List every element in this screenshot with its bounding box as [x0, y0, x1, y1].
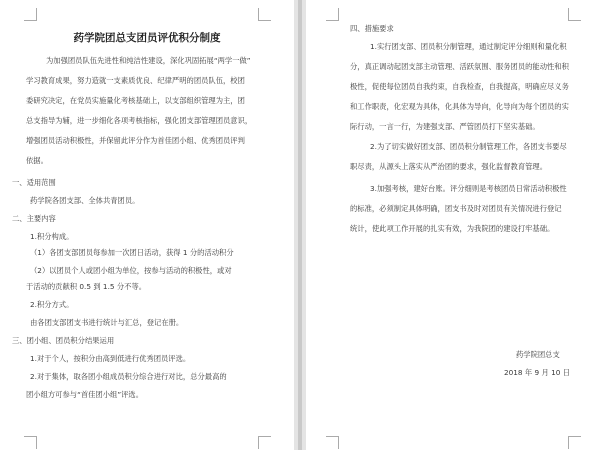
measure-line: 3.加强考核，建好台账。评分细则是考核团员日常活动积极性	[370, 184, 567, 193]
corner-mark	[258, 436, 271, 449]
page-separator-line	[298, 0, 302, 450]
measure-line: 际行动，一言一行，为建强支部、严管团员打下坚实基础。	[350, 122, 540, 131]
document-page-left	[0, 0, 294, 450]
section-heading-results: 三、团小组、团员积分结果运用	[12, 336, 115, 345]
intro-line: 增强团员活动积极性，并保留此评分作为首佳团小组、优秀团员评判	[26, 136, 245, 145]
measure-line: 统计，使此项工作开展的扎实有效，为我院团的建设打牢基础。	[350, 224, 555, 233]
document-page-right	[306, 0, 600, 450]
measure-line: 职尽责，从源头上落实从严治团的要求，强化监督教育管理。	[350, 162, 548, 171]
corner-mark	[568, 436, 581, 449]
results-item: 团小组方可参与“首佳团小组”评选。	[26, 390, 144, 399]
section-heading-content: 二、主要内容	[12, 214, 56, 223]
results-item: 1.对于个人，按积分由高到低进行优秀团员评选。	[30, 354, 191, 363]
content-item: （1）各团支部团员每参加一次团日活动，获得 1 分的活动积分	[30, 248, 234, 257]
intro-line: 总支指导为辅，进一步细化各项考核指标，强化团支部管理团员意识，	[26, 116, 253, 125]
measure-line: 和工作职责，化宏观为具体，化具体为导向，化导向为每个团员的实	[350, 102, 569, 111]
corner-mark	[326, 436, 339, 449]
content-item: 于活动的贡献积 0.5 到 1.5 分不等。	[26, 282, 147, 291]
corner-mark	[24, 436, 37, 449]
corner-mark	[258, 8, 271, 21]
results-item: 2.对于集体，取各团小组成员积分综合进行对比，总分最高的	[30, 372, 227, 381]
section-heading-scope: 一、适用范围	[12, 178, 56, 187]
intro-line: 学习教育成果，努力造就一支素质优良、纪律严明的团员队伍，校团	[26, 76, 245, 85]
measure-line: 2.为了切实做好团支部、团员积分制管理工作，各团支书要尽	[370, 142, 567, 151]
signature-organization: 药学院团总支	[516, 350, 560, 359]
corner-mark	[326, 8, 339, 21]
intro-line: 依据。	[26, 156, 48, 165]
content-text: 由各团支部团支书进行统计与汇总，登记在册。	[30, 318, 184, 327]
scope-text: 药学院各团支部、全体共青团员。	[30, 196, 140, 205]
measure-line: 极性，促使每位团员自我约束，自我检查，自我提高，明确应尽义务	[350, 82, 569, 91]
measure-line: 的标准，必须制定具体明确，团支书及时对团员有关情况进行登记	[350, 204, 562, 213]
corner-mark	[24, 8, 37, 21]
corner-mark	[568, 8, 581, 21]
intro-line: 委研究决定，在党员实施量化考核基础上，以支部组织管理为主，团	[26, 96, 245, 105]
content-subheading: 1.积分构成。	[30, 232, 74, 241]
section-heading-measures: 四、措施要求	[350, 24, 394, 33]
measure-line: 分，真正调动起团支部主动管理、活跃氛围、服务团员的能动性和积	[350, 62, 569, 71]
document-title: 药学院团总支团员评优积分制度	[73, 32, 221, 44]
measure-line: 1.实行团支部、团员积分制管理，通过制定评分细则和量化积	[370, 42, 567, 51]
content-subheading: 2.积分方式。	[30, 300, 74, 309]
signature-date: 2018 年 9 月 10 日	[504, 368, 570, 377]
intro-line: 为加强团员队伍先进性和纯洁性建设，深化巩固拓展“两学一做”	[46, 56, 251, 65]
content-item: （2）以团员个人或团小组为单位，按参与活动的积极性，或对	[30, 266, 232, 275]
